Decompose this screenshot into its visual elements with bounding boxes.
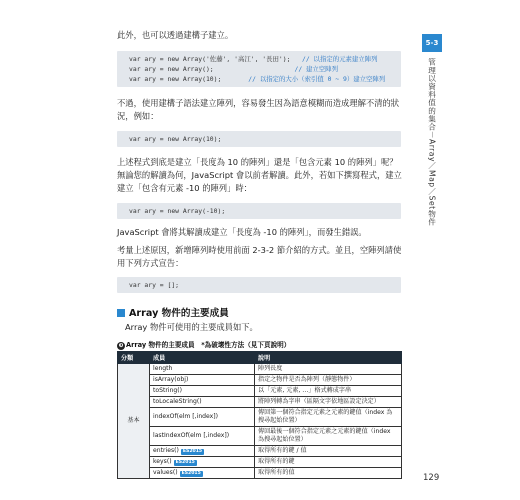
table-row [118,408,402,427]
member-name: entries() [153,447,179,454]
member-cell [150,468,255,479]
description-cell: 取得所有的值 [255,468,402,479]
member-cell [150,397,255,408]
chapter-title: 管理以資料值的集合－Array／Map／Set物件 [427,58,437,226]
code-comment: // 以指定的大小（索引值 0 ~ 9）建立空陣列 [248,75,386,83]
section-heading-text: Array 物件的主要成員 [129,308,229,319]
header-member: 成員 [150,352,255,364]
code-line [129,54,401,64]
header-category: 分類 [118,352,150,364]
category-cell: 基本 [118,364,150,479]
es2015-tag: ES2015 [175,459,195,465]
paragraph-error: JavaScript 會將其解讀成建立「長度為 -10 的陣列」，而發生錯誤。 [117,227,367,237]
member-name: toLocaleString() [153,398,202,405]
member-name: lastIndexOf(elm [,index]) [153,432,230,439]
code-comment: // 建立空陣列 [294,65,338,73]
member-cell [150,364,255,375]
code-text: var ary = []; [129,281,180,289]
code-block-constructor [117,51,401,87]
member-name: length [153,365,173,372]
chapter-badge: 5-3 [422,34,442,52]
section-heading [117,305,229,319]
paragraph-ambiguity: 不過，使用建構子語法建立陣列，容易發生因為語意模糊而造成理解不清的狀況，例如： [117,98,400,121]
code-text: var ary = new Array('佐藤', '高江', '長田'); [129,55,291,63]
members-table [117,351,402,479]
table-row [118,457,402,468]
code-block-array10 [117,131,401,147]
description-cell: 陣列長度 [255,364,402,375]
page-number: 129 [423,473,440,483]
section-intro: Array 物件可使用的主要成員如下。 [125,322,258,332]
chapter-sidebar [422,34,442,464]
code-text: var ary = new Array(10); [129,75,222,83]
description-cell: 取得所有的鍵 / 值 [255,446,402,457]
table-row [118,446,402,457]
code-line [129,64,401,74]
table-number-badge: ❸ [118,343,124,349]
member-cell [150,457,255,468]
member-cell [150,408,255,427]
member-name: keys() [153,458,172,465]
paragraph-recommendation: 考量上述原因，新增陣列時使用前面 2-3-2 節介紹的方式。並且，空陣列請使用下列方式宣告： [117,245,402,268]
code-line [129,74,401,84]
table-row [118,386,402,397]
description-cell: 以「元素, 元素, …」格式轉成字串 [255,386,402,397]
member-cell [150,386,255,397]
member-cell [150,375,255,386]
table-header-row [118,352,402,364]
table-row [118,397,402,408]
member-name: values() [153,469,178,476]
code-block-empty-array [117,277,401,293]
table-row [118,427,402,446]
header-description: 說明 [255,352,402,364]
member-cell [150,446,255,457]
code-text: var ary = new Array(); [129,65,214,73]
es2015-tag: ES2015 [181,470,201,476]
description-cell: 指定之物件是否為陣列（靜態物件） [255,375,402,386]
table-caption-text: Array 物件的主要成員 *為破壞性方法（見下頁說明） [126,341,291,349]
paragraph-interpretation: 上述程式到底是建立「長度為 10 的陣列」還是「包含元素 10 的陣列」呢？無論您的解讀為何，JavaScript 會以前者解讀。此外，若如下撰寫程式，建立建立「包含有元素 -10 的陣列」時： [117,157,402,193]
member-name: isArray(obj) [153,376,189,383]
table-caption [117,339,290,350]
code-comment: // 以指定的元素建立陣列 [302,55,378,63]
member-cell [150,427,255,446]
description-cell: 將陣列轉為字串（區隔文字依地區設定決定） [255,397,402,408]
es2015-tag: ES2015 [182,448,203,454]
code-block-array-negative [117,203,401,219]
member-name: indexOf(elm [,index]) [153,413,219,420]
description-cell: 傳回最後一個符合指定元素之元素的鍵值（index 為搜尋起始位置） [255,427,402,446]
description-cell: 取得所有的鍵 [255,457,402,468]
code-text: var ary = new Array(-10); [129,207,226,215]
member-name: toString() [153,387,183,394]
description-cell: 傳回第一個符合指定元素之元素的鍵值（index 為搜尋起始位置） [255,408,402,427]
table-row [118,468,402,479]
code-text: var ary = new Array(10); [129,135,222,143]
table-row [118,364,402,375]
square-bullet-icon [117,309,125,317]
table-row [118,375,402,386]
paragraph-intro: 此外，也可以透過建構子建立。 [117,30,234,40]
